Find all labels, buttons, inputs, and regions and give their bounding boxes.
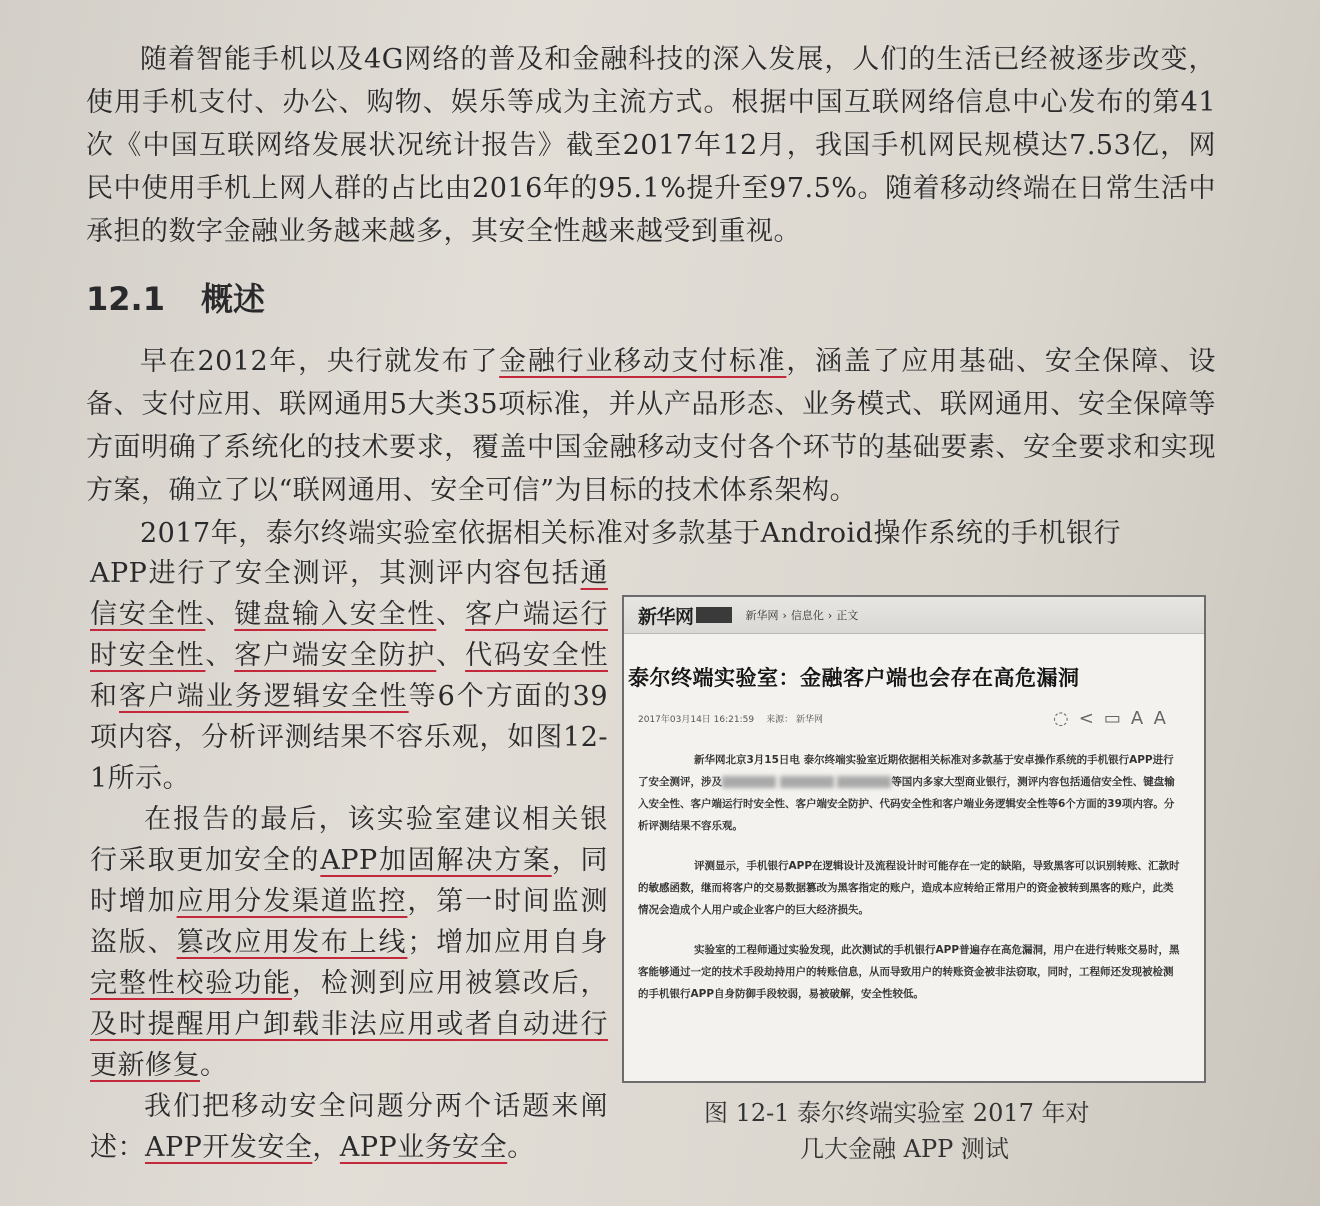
breadcrumb-item: 正文	[836, 609, 859, 622]
redacted-block	[837, 776, 891, 788]
font-smaller-icon: A	[1153, 708, 1176, 729]
text-span: APP进行了安全测评，其测评内容包括	[90, 558, 581, 589]
news-meta	[638, 708, 1204, 729]
text-span: 。	[507, 1132, 535, 1163]
underlined-phrase: 客户端业务逻辑安全性	[118, 681, 409, 712]
text-span: 、	[436, 599, 466, 630]
redacted-block	[722, 776, 776, 788]
figure-caption	[704, 1095, 1090, 1167]
news-paragraph: 评测显示，手机银行APP在逻辑设计及流程设计时可能存在一定的缺陷，导致黑客可以识别转账、汇款时的敏感函数，继而将客户的交易数据篡改为黑客指定的账户，造成本应转给正常用户的资金被转到黑客的账户，此类情况会造成个人用户或企业客户的巨大经济损失。	[638, 860, 1180, 916]
font-larger-icon: A	[1130, 708, 1154, 729]
underlined-phrase: 代码安全性	[465, 640, 609, 671]
left-column-text	[90, 553, 608, 1168]
news-paragraph: 实验室的工程师通过实验发现，此次测试的手机银行APP普遍存在高危漏洞，用户在进行转账交易时，黑客能够通过一定的技术手段劫持用户的转账信息，从而导致用户的转账资金被非法窃取，同时，工程师还发现被检测的手机银行APP自身防御手段较弱，易被破解，安全性较低。	[638, 944, 1180, 1000]
text-span: ，涵盖了应用基础、安全保障、设备、支付应用、联网通用5大类35项标准，并从产品形态、业务模式、联网通用、安全保障等方面明确了系统化的技术要求，覆盖中国金融移动支付各个环节的基础要素、安全要求和实现方案，确立了以“联网通用、安全可信”为目标的技术体系架构。	[86, 346, 1217, 506]
underlined-phrase: 及时提醒用户卸载非法应用或者自动进行更新修复	[90, 1009, 608, 1081]
underlined-phrase: 通信安全性	[90, 558, 608, 630]
test-paragraph-cont	[90, 553, 608, 799]
text-span: 在报告的最后，该实验室建议相关银行采取更加安全的	[90, 804, 608, 876]
logo-badge-icon	[696, 607, 732, 623]
share-icon: <	[1078, 708, 1104, 729]
text-span: 、	[436, 640, 466, 671]
caption-line: 几大金融 APP 测试	[800, 1135, 1009, 1163]
underlined-phrase: APP开发安全	[145, 1132, 313, 1163]
text-span: 。	[200, 1050, 228, 1081]
text-span: 、	[205, 640, 235, 671]
caption-line: 图 12-1 泰尔终端实验室 2017 年对	[704, 1099, 1090, 1127]
news-source: 来源： 新华网	[766, 715, 823, 725]
intro-paragraph: 随着智能手机以及4G网络的普及和金融科技的深入发展，人们的生活已经被逐步改变，使用手机支付、办公、购物、娱乐等成为主流方式。根据中国互联网络信息中心发布的第41次《中国互联网络发展状况统计报告》截至2017年12月，我国手机网民规模达7.53亿，网民中使用手机上网人群的占比由2016年的95.1%提升至97.5%。随着移动终端在日常生活中承担的数字金融业务越来越多，其安全性越来越受到重视。	[86, 44, 1216, 247]
news-body	[638, 749, 1182, 1005]
underlined-phrase: 键盘输入安全性	[234, 599, 437, 630]
breadcrumb	[746, 607, 859, 623]
overview-paragraph	[86, 340, 1216, 512]
section-heading	[86, 274, 265, 320]
article-tools	[1053, 708, 1176, 729]
text-span: 和	[90, 681, 119, 712]
text-span: ，	[312, 1132, 340, 1163]
test-paragraph-start: 2017年，泰尔终端实验室依据相关标准对多款基于Android操作系统的手机银行	[140, 518, 1121, 549]
section-title: 概述	[200, 280, 265, 318]
text-span: ，第一时间监测盗版、	[90, 886, 609, 958]
text-span: 新华网北京3月15日电 泰尔终端实验室近期依据相关标准对多款基于安卓操作系统的手机银行APP进行了安全测评，涉及	[638, 754, 1174, 788]
news-datetime: 2017年03月14日 16:21:59	[638, 715, 755, 725]
text-span: 早在2012年，央行就发布了	[140, 346, 500, 377]
comment-icon: ◌	[1053, 708, 1079, 729]
text-span: 等国内多家大型商业银行，测评内容包括通信安全性、键盘输入安全性、客户端运行时安全性、客户端安全防护、代码安全性和客户端业务逻辑安全性等6个方面的39项内容。分析评测结果不容乐观。	[638, 776, 1175, 832]
underlined-phrase: APP加固解决方案	[320, 845, 552, 876]
text-span: ，检测到应用被篡改后，	[291, 968, 609, 999]
underlined-phrase: APP业务安全	[339, 1132, 508, 1163]
text-span: 等6个方面的39项内容，分析评测结果不容乐观，如图12-1所示。	[90, 681, 608, 794]
text-span: ，同时增加	[90, 845, 608, 917]
recommendation-paragraph	[90, 799, 608, 1086]
breadcrumb-item: 新华网	[745, 609, 779, 622]
chevron-right-icon: ›	[782, 609, 787, 622]
figure-news-screenshot	[622, 595, 1206, 1083]
underlined-phrase: 篡改应用发布上线	[176, 927, 408, 958]
underlined-phrase: 金融行业移动支付标准	[499, 346, 787, 377]
text-span: 、	[205, 599, 235, 630]
underlined-phrase: 客户端安全防护	[234, 640, 437, 671]
text-span: ；增加应用自身	[407, 927, 609, 958]
topics-paragraph	[90, 1086, 608, 1168]
redacted-block	[780, 776, 834, 788]
underlined-phrase: 应用分发渠道监控	[176, 886, 408, 917]
print-icon: ▭	[1103, 708, 1131, 729]
news-headline: 泰尔终端实验室：金融客户端也会存在高危漏洞	[628, 666, 1080, 690]
breadcrumb-item: 信息化	[790, 609, 824, 622]
section-number: 12.1	[86, 280, 165, 318]
underlined-phrase: 完整性校验功能	[90, 968, 292, 999]
underlined-phrase: 客户端运行时安全性	[90, 599, 609, 671]
news-site-header	[624, 597, 1204, 634]
chevron-right-icon: ›	[827, 609, 833, 622]
xinhua-logo: 新华网	[638, 605, 694, 628]
news-paragraph	[638, 749, 1182, 837]
text-span: 我们把移动安全问题分两个话题来阐述：	[90, 1091, 608, 1163]
